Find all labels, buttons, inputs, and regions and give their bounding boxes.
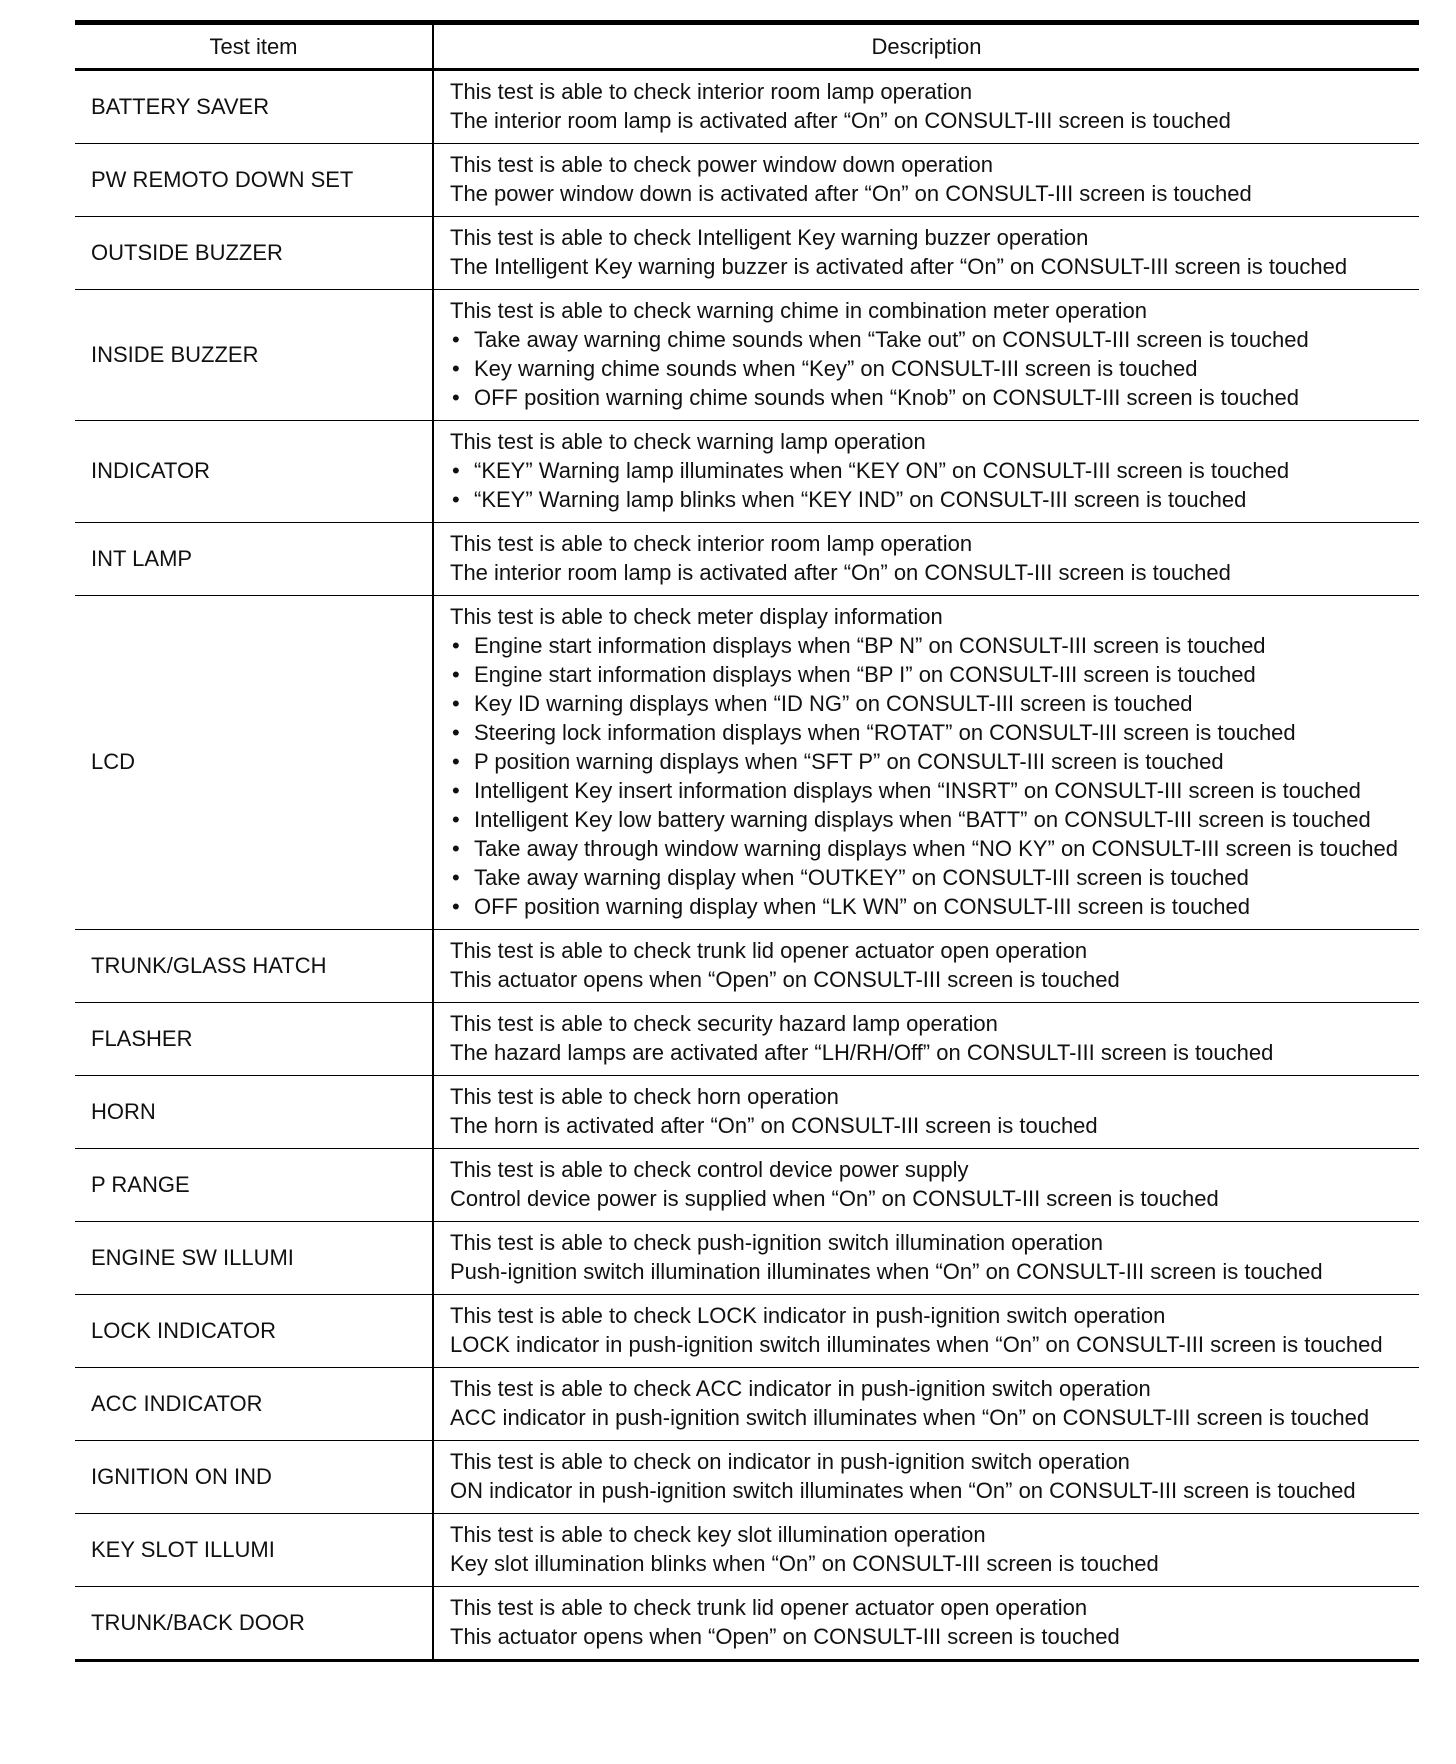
description-line: This test is able to check trunk lid opener actuator open operation bbox=[450, 938, 1088, 963]
description-cell bbox=[433, 421, 1419, 523]
test-item-cell: INDICATOR bbox=[75, 421, 433, 523]
description-bullet: • Key ID warning displays when “ID NG” on CONSULT-III screen is touched bbox=[450, 689, 1411, 718]
description-bullet: • Intelligent Key insert information displays when “INSRT” on CONSULT-III screen is touched bbox=[450, 776, 1411, 805]
description-line: This test is able to check power window down operation bbox=[450, 152, 993, 177]
test-item-cell: BATTERY SAVER bbox=[75, 70, 433, 144]
table-row bbox=[75, 1441, 1419, 1514]
description-line: This test is able to check on indicator in push-ignition switch operation bbox=[450, 1449, 1130, 1474]
test-item-cell: TRUNK/BACK DOOR bbox=[75, 1587, 433, 1661]
description-cell bbox=[433, 1076, 1419, 1149]
table-header bbox=[75, 23, 1419, 70]
description-line: ACC indicator in push-ignition switch illuminates when “On” on CONSULT-III screen is touched bbox=[450, 1405, 1370, 1430]
description-bullet: • Engine start information displays when “BP I” on CONSULT-III screen is touched bbox=[450, 660, 1411, 689]
description-line: This test is able to check Intelligent Key warning buzzer operation bbox=[450, 225, 1089, 250]
description-bullet: • Take away warning display when “OUTKEY” on CONSULT-III screen is touched bbox=[450, 863, 1411, 892]
description-bullet: • Intelligent Key low battery warning displays when “BATT” on CONSULT-III screen is touched bbox=[450, 805, 1411, 834]
description-cell bbox=[433, 70, 1419, 144]
table-row bbox=[75, 1222, 1419, 1295]
description-bullet: • Take away through window warning displays when “NO KY” on CONSULT-III screen is touched bbox=[450, 834, 1411, 863]
description-line: The power window down is activated after “On” on CONSULT-III screen is touched bbox=[450, 181, 1252, 206]
description-line: This test is able to check control device power supply bbox=[450, 1157, 969, 1182]
test-item-cell: ACC INDICATOR bbox=[75, 1368, 433, 1441]
description-bullet: • Key warning chime sounds when “Key” on CONSULT-III screen is touched bbox=[450, 354, 1411, 383]
description-line: The Intelligent Key warning buzzer is activated after “On” on CONSULT-III screen is touched bbox=[450, 254, 1348, 279]
description-cell bbox=[433, 930, 1419, 1003]
description-cell bbox=[433, 1368, 1419, 1441]
description-cell bbox=[433, 1295, 1419, 1368]
description-bullet: • P position warning displays when “SFT P” on CONSULT-III screen is touched bbox=[450, 747, 1411, 776]
description-line: This test is able to check LOCK indicator in push-ignition switch operation bbox=[450, 1303, 1166, 1328]
description-bullet: • OFF position warning display when “LK WN” on CONSULT-III screen is touched bbox=[450, 892, 1411, 921]
description-line: This test is able to check interior room lamp operation bbox=[450, 531, 973, 556]
description-line: This actuator opens when “Open” on CONSULT-III screen is touched bbox=[450, 1624, 1120, 1649]
description-line: This test is able to check interior room lamp operation bbox=[450, 79, 973, 104]
table-row bbox=[75, 1295, 1419, 1368]
description-cell bbox=[433, 596, 1419, 930]
description-cell bbox=[433, 144, 1419, 217]
table-row bbox=[75, 930, 1419, 1003]
table-row bbox=[75, 1076, 1419, 1149]
test-item-cell: LCD bbox=[75, 596, 433, 930]
description-line: This test is able to check meter display information bbox=[450, 604, 943, 629]
description-cell bbox=[433, 1514, 1419, 1587]
table-row bbox=[75, 1149, 1419, 1222]
table-row bbox=[75, 1368, 1419, 1441]
test-item-cell: OUTSIDE BUZZER bbox=[75, 217, 433, 290]
test-item-cell: IGNITION ON IND bbox=[75, 1441, 433, 1514]
test-item-cell: HORN bbox=[75, 1076, 433, 1149]
description-bullet: • “KEY” Warning lamp illuminates when “KEY ON” on CONSULT-III screen is touched bbox=[450, 456, 1411, 485]
description-cell bbox=[433, 1003, 1419, 1076]
description-line: ON indicator in push-ignition switch illuminates when “On” on CONSULT-III screen is touched bbox=[450, 1478, 1356, 1503]
table-row bbox=[75, 596, 1419, 930]
description-line: The interior room lamp is activated after “On” on CONSULT-III screen is touched bbox=[450, 560, 1231, 585]
table-row bbox=[75, 70, 1419, 144]
description-line: This test is able to check trunk lid opener actuator open operation bbox=[450, 1595, 1088, 1620]
test-item-cell: INT LAMP bbox=[75, 523, 433, 596]
description-cell bbox=[433, 1441, 1419, 1514]
description-cell bbox=[433, 1149, 1419, 1222]
description-cell bbox=[433, 1222, 1419, 1295]
table-row bbox=[75, 523, 1419, 596]
table-row bbox=[75, 217, 1419, 290]
table-row bbox=[75, 421, 1419, 523]
header-description: Description bbox=[433, 23, 1419, 70]
table-row bbox=[75, 144, 1419, 217]
description-bullet: • Take away warning chime sounds when “Take out” on CONSULT-III screen is touched bbox=[450, 325, 1411, 354]
description-bullet: • “KEY” Warning lamp blinks when “KEY IND” on CONSULT-III screen is touched bbox=[450, 485, 1411, 514]
description-bullet: • Engine start information displays when “BP N” on CONSULT-III screen is touched bbox=[450, 631, 1411, 660]
test-item-cell: TRUNK/GLASS HATCH bbox=[75, 930, 433, 1003]
description-line: This test is able to check warning lamp operation bbox=[450, 429, 926, 454]
description-bullet: • Steering lock information displays when “ROTAT” on CONSULT-III screen is touched bbox=[450, 718, 1411, 747]
description-line: The interior room lamp is activated after “On” on CONSULT-III screen is touched bbox=[450, 108, 1231, 133]
description-line: Key slot illumination blinks when “On” on CONSULT-III screen is touched bbox=[450, 1551, 1159, 1576]
description-line: Control device power is supplied when “On” on CONSULT-III screen is touched bbox=[450, 1186, 1219, 1211]
description-line: This test is able to check warning chime in combination meter operation bbox=[450, 298, 1148, 323]
description-line: This test is able to check push-ignition switch illumination operation bbox=[450, 1230, 1103, 1255]
test-item-cell: PW REMOTO DOWN SET bbox=[75, 144, 433, 217]
test-item-cell: FLASHER bbox=[75, 1003, 433, 1076]
description-line: This test is able to check horn operation bbox=[450, 1084, 839, 1109]
test-item-cell: ENGINE SW ILLUMI bbox=[75, 1222, 433, 1295]
test-item-table bbox=[75, 20, 1419, 1662]
table-row bbox=[75, 1587, 1419, 1661]
table-body bbox=[75, 70, 1419, 1661]
table-row bbox=[75, 1514, 1419, 1587]
header-row bbox=[75, 23, 1419, 70]
table-row bbox=[75, 1003, 1419, 1076]
description-line: The horn is activated after “On” on CONSULT-III screen is touched bbox=[450, 1113, 1098, 1138]
test-item-cell: P RANGE bbox=[75, 1149, 433, 1222]
description-line: This actuator opens when “Open” on CONSULT-III screen is touched bbox=[450, 967, 1120, 992]
description-line: This test is able to check key slot illumination operation bbox=[450, 1522, 986, 1547]
description-cell bbox=[433, 523, 1419, 596]
test-item-cell: KEY SLOT ILLUMI bbox=[75, 1514, 433, 1587]
table-row bbox=[75, 290, 1419, 421]
description-line: The hazard lamps are activated after “LH/RH/Off” on CONSULT-III screen is touched bbox=[450, 1040, 1274, 1065]
description-line: Push-ignition switch illumination illuminates when “On” on CONSULT-III screen is touched bbox=[450, 1259, 1323, 1284]
description-line: This test is able to check security hazard lamp operation bbox=[450, 1011, 998, 1036]
description-cell bbox=[433, 1587, 1419, 1661]
description-cell bbox=[433, 217, 1419, 290]
test-item-cell: LOCK INDICATOR bbox=[75, 1295, 433, 1368]
description-cell bbox=[433, 290, 1419, 421]
description-line: This test is able to check ACC indicator in push-ignition switch operation bbox=[450, 1376, 1151, 1401]
header-test-item: Test item bbox=[75, 23, 433, 70]
description-bullet: • OFF position warning chime sounds when “Knob” on CONSULT-III screen is touched bbox=[450, 383, 1411, 412]
description-line: LOCK indicator in push-ignition switch illuminates when “On” on CONSULT-III screen is touched bbox=[450, 1332, 1383, 1357]
test-item-cell: INSIDE BUZZER bbox=[75, 290, 433, 421]
